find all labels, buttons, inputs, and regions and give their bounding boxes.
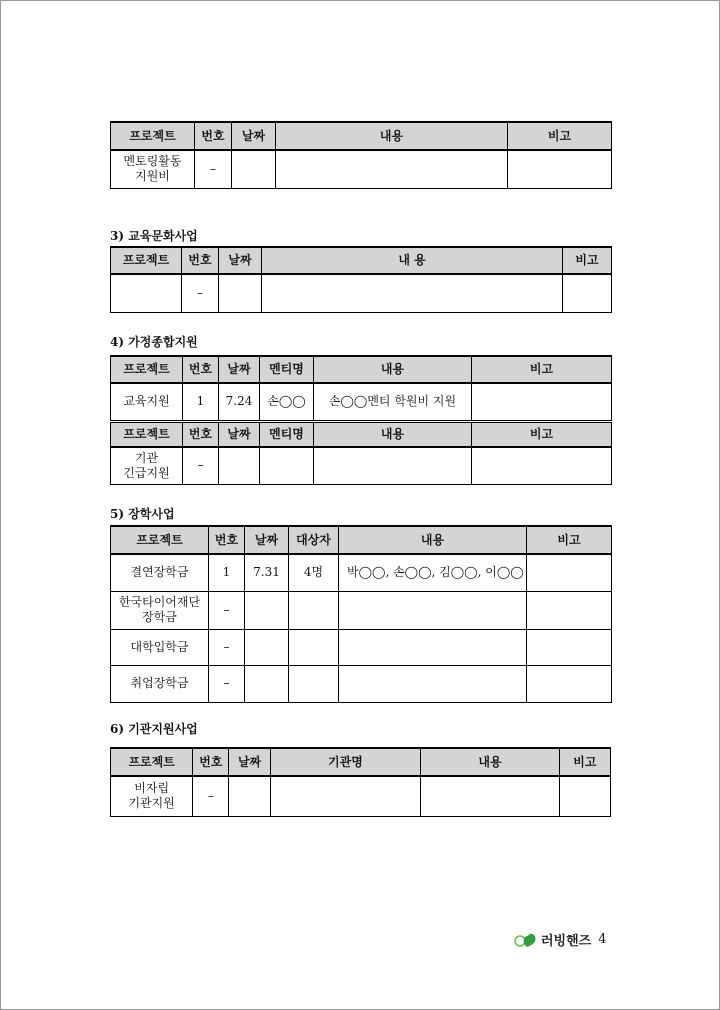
cell-date: 7.31 xyxy=(245,554,289,591)
cell-content xyxy=(339,665,527,702)
cell-number: – xyxy=(209,665,245,702)
col-note: 비고 xyxy=(559,748,610,776)
col-date: 날짜 xyxy=(232,122,276,150)
cell-content: 박◯◯, 손◯◯, 김◯◯, 이◯◯ xyxy=(339,554,527,591)
table-row xyxy=(111,150,612,188)
col-number: 번호 xyxy=(193,748,229,776)
cell-number: – xyxy=(193,776,229,816)
col-date: 날짜 xyxy=(219,356,260,383)
footer xyxy=(514,930,607,949)
cell-recipient: 4명 xyxy=(289,554,339,591)
table-institution-support xyxy=(110,747,611,817)
col-date: 날짜 xyxy=(245,526,289,554)
cell-institution xyxy=(270,776,421,816)
table-row xyxy=(111,665,612,702)
table-scholarship xyxy=(110,525,612,703)
col-content: 내용 xyxy=(314,421,472,447)
cell-project xyxy=(111,274,182,312)
table-family-support xyxy=(110,355,612,485)
col-project: 프로젝트 xyxy=(111,356,183,383)
cell-mentee xyxy=(260,447,314,484)
col-project: 프로젝트 xyxy=(111,421,183,447)
col-mentee: 멘티명 xyxy=(260,421,314,447)
table-row xyxy=(111,776,611,816)
cell-note xyxy=(472,447,612,484)
col-content: 내용 xyxy=(314,356,472,383)
cell-number: 1 xyxy=(183,383,219,421)
cell-project: 한국타이어재단 장학금 xyxy=(111,591,209,629)
cell-number: – xyxy=(209,629,245,665)
col-content: 내용 xyxy=(339,526,527,554)
cell-project: 취업장학금 xyxy=(111,665,209,702)
cell-content xyxy=(262,274,563,312)
cell-project: 교육지원 xyxy=(111,383,183,421)
table-row xyxy=(111,554,612,591)
cell-recipient xyxy=(289,665,339,702)
cell-date xyxy=(229,776,270,816)
cell-content xyxy=(276,150,508,188)
col-note: 비고 xyxy=(472,421,612,447)
cell-note xyxy=(472,383,612,421)
cell-date xyxy=(245,629,289,665)
cell-content xyxy=(314,447,472,484)
table-row xyxy=(111,274,612,312)
cell-recipient xyxy=(289,591,339,629)
col-content: 내용 xyxy=(276,122,508,150)
col-recipient: 대상자 xyxy=(289,526,339,554)
cell-number: – xyxy=(183,447,219,484)
col-note: 비고 xyxy=(563,247,612,274)
cell-note xyxy=(559,776,610,816)
cell-number: – xyxy=(195,150,232,188)
cell-date xyxy=(219,447,260,484)
brand-name: 러빙핸즈 xyxy=(541,934,592,949)
table-row xyxy=(111,629,612,665)
section-title: 6) 기관지원사업 xyxy=(110,722,198,736)
table-education-culture xyxy=(110,246,612,313)
col-project: 프로젝트 xyxy=(111,122,195,150)
table-mentoring xyxy=(110,121,612,189)
cell-project: 기관 긴급지원 xyxy=(111,447,183,484)
cell-date xyxy=(245,591,289,629)
cell-content xyxy=(339,591,527,629)
col-date: 날짜 xyxy=(219,421,260,447)
col-number: 번호 xyxy=(183,356,219,383)
cell-number: – xyxy=(209,591,245,629)
col-project: 프로젝트 xyxy=(111,748,193,776)
col-note: 비고 xyxy=(508,122,612,150)
cell-note xyxy=(527,591,612,629)
cell-project: 비자립 기관지원 xyxy=(111,776,193,816)
cell-note xyxy=(508,150,612,188)
col-content: 내 용 xyxy=(262,247,563,274)
cell-project: 결연장학금 xyxy=(111,554,209,591)
col-project: 프로젝트 xyxy=(111,247,182,274)
col-note: 비고 xyxy=(472,356,612,383)
cell-note xyxy=(563,274,612,312)
table-row xyxy=(111,383,612,421)
section-title: 5) 장학사업 xyxy=(110,507,175,521)
cell-date: 7.24 xyxy=(219,383,260,421)
cell-date xyxy=(245,665,289,702)
cell-number: – xyxy=(182,274,219,312)
cell-number: 1 xyxy=(209,554,245,591)
two-hearts-leaf-icon xyxy=(514,931,538,949)
col-project: 프로젝트 xyxy=(111,526,209,554)
cell-note xyxy=(527,554,612,591)
col-note: 비고 xyxy=(527,526,612,554)
col-content: 내용 xyxy=(421,748,560,776)
cell-date xyxy=(219,274,262,312)
col-number: 번호 xyxy=(209,526,245,554)
cell-content: 손◯◯멘티 학원비 지원 xyxy=(314,383,472,421)
table-row xyxy=(111,591,612,629)
cell-note xyxy=(527,629,612,665)
table-row xyxy=(111,447,612,484)
cell-mentee: 손◯◯ xyxy=(260,383,314,421)
col-mentee: 멘티명 xyxy=(260,356,314,383)
col-number: 번호 xyxy=(183,421,219,447)
cell-recipient xyxy=(289,629,339,665)
col-number: 번호 xyxy=(182,247,219,274)
cell-project: 대학입학금 xyxy=(111,629,209,665)
cell-date xyxy=(232,150,276,188)
page-number: 4 xyxy=(598,932,607,947)
section-title: 3) 교육문화사업 xyxy=(110,229,198,243)
cell-note xyxy=(527,665,612,702)
cell-project: 멘토링활동 지원비 xyxy=(111,150,195,188)
col-number: 번호 xyxy=(195,122,232,150)
cell-content xyxy=(421,776,560,816)
section-title: 4) 가정종합지원 xyxy=(110,335,198,349)
col-date: 날짜 xyxy=(229,748,270,776)
col-institution: 기관명 xyxy=(270,748,421,776)
cell-content xyxy=(339,629,527,665)
col-date: 날짜 xyxy=(219,247,262,274)
